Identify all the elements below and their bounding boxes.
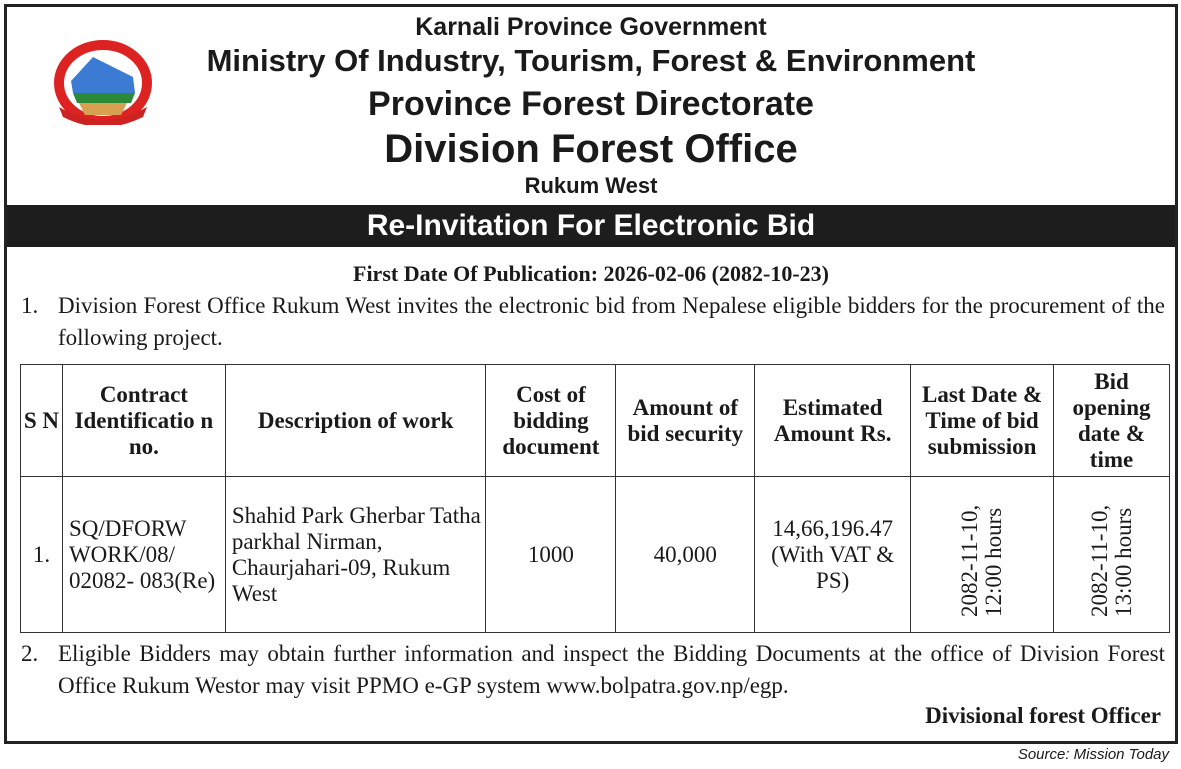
paragraph-1 — [21, 290, 1165, 354]
cell-contract-id: SQ/DFORW WORK/08/ 02082- 083(Re) — [62, 477, 225, 633]
col-header: Bid opening date & time — [1054, 365, 1170, 477]
source-credit: Source: Mission Today — [1017, 746, 1169, 763]
publication-date: First Date Of Publication: 2026-02-06 (2082-10-23) — [353, 261, 829, 286]
notice-header — [7, 7, 1175, 205]
paragraph-number: 2. — [21, 641, 39, 666]
col-header: Contract Identificatio n no. — [62, 365, 225, 477]
directorate-name: Province Forest Directorate — [368, 85, 814, 123]
paragraph-2 — [21, 638, 1165, 702]
col-header: Description of work — [225, 365, 486, 477]
col-header: Cost of bidding document — [486, 365, 616, 477]
cell-description: Shahid Park Gherbar Tatha parkhal Nirman, Chaurjahari-09, Rukum West — [225, 477, 486, 633]
col-header: Last Date & Time of bid submission — [911, 365, 1054, 477]
notice-frame — [4, 4, 1178, 744]
signature-title: Divisional forest Officer — [925, 703, 1161, 728]
opening-date: 2082-11-10, 13:00 hours — [1086, 504, 1136, 617]
cell-opening — [1054, 477, 1170, 633]
office-name: Division Forest Office — [384, 127, 798, 171]
notice-title-banner: Re-Invitation For Electronic Bid — [7, 205, 1175, 247]
submission-date: 2082-11-10, 12:00 hours — [957, 504, 1007, 617]
cell-estimate: 14,66,196.47 (With VAT & PS) — [755, 477, 911, 633]
table-header-row — [21, 365, 1170, 477]
ministry-name: Ministry Of Industry, Tourism, Forest & Environment — [206, 43, 976, 78]
cell-cost: 1000 — [486, 477, 616, 633]
cell-security: 40,000 — [616, 477, 755, 633]
cell-submission — [911, 477, 1054, 633]
table-row — [21, 477, 1170, 633]
cell-sn: 1. — [21, 477, 63, 633]
government-name: Karnali Province Government — [415, 13, 767, 41]
paragraph-number: 1. — [21, 293, 39, 318]
paragraph-text: Eligible Bidders may obtain further information and inspect the Bidding Documents at the office of Division Forest Office Rukum Westor may visit PPMO e-GP system www.bolpatra.gov.np/egp. — [58, 641, 1165, 698]
col-header: Amount of bid security — [616, 365, 755, 477]
col-header: Estimated Amount Rs. — [755, 365, 911, 477]
paragraph-text: Division Forest Office Rukum West invites the electronic bid from Nepalese eligible bidders for the procurement of the following project. — [58, 293, 1165, 350]
office-location: Rukum West — [524, 173, 658, 198]
col-header: S N — [21, 365, 63, 477]
bid-table — [20, 364, 1170, 633]
